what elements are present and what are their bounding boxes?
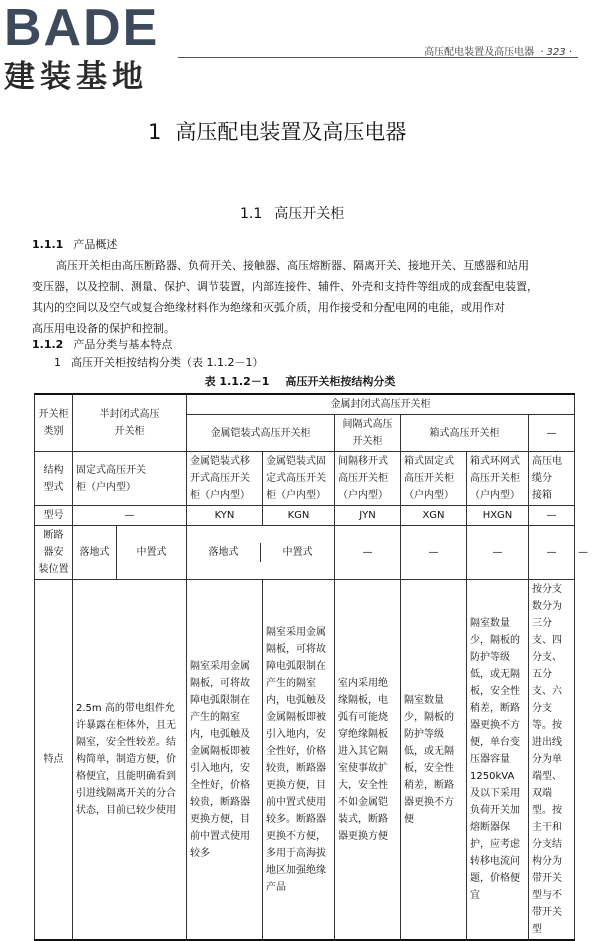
section-title (240, 203, 344, 223)
table-header-row-1 (35, 394, 575, 415)
corner-label: 开关柜 (38, 409, 69, 420)
chapter-number: 1 (148, 120, 162, 144)
table-cell: KGN (263, 506, 335, 526)
table-number: 表 1.1.2－1 (204, 375, 270, 388)
table-cell: 间隔移开式 高压开关柜 （户内型） (335, 452, 401, 506)
paragraph-line: 高压开关柜由高压断路器、负荷开关、接触器、高压熔断器、隔离开关、接地开关、互感器和站用 (56, 259, 529, 272)
table-cell: 隔室采用金属隔板，可将故障电弧限制在产生的隔室内，电弧触及金属隔板即被引入地内，安全性好，价格较贵，断路器更换方便，目前中置式使用较多 (187, 580, 263, 941)
table-cell: — (529, 526, 575, 580)
breaker-position-label-cell: 断路 器安 装位置 (35, 526, 73, 580)
table-cell (187, 526, 335, 580)
corner-label: 类别 (43, 426, 64, 437)
table-cell: JYN (335, 506, 401, 526)
table-cell: 隔室采用金属隔板，可将故障电弧限制在产生的隔室内，电弧触及金属隔板即被引入地内，安全性好，价格较贵，断路器更换方便，目前中置式使用较多。断路器更换不方便，多用于高海拔地区加强绝缘产品 (263, 580, 335, 941)
compartment-header-cell (335, 415, 401, 452)
section-title-text: 高压开关柜 (274, 206, 345, 222)
nested-breaker-table (187, 543, 334, 562)
table-cell: KYN (187, 506, 263, 526)
page-number: · 323 · (540, 47, 572, 58)
semi-enclosed-label: 半封闭式高压 (99, 409, 160, 420)
table-cell: 高压电缆分 接箱 (529, 452, 575, 506)
model-label-cell: 型号 (35, 506, 73, 526)
box-header-cell: 箱式高压开关柜 (401, 415, 529, 452)
table-cell: 落地式 (187, 543, 261, 562)
chapter-title-text: 高压配电装置及高压电器 (175, 120, 407, 144)
table-cell: 中置式 (117, 526, 187, 580)
table-cell: 金属铠装式移 开式高压开关 柜（户内型） (187, 452, 263, 506)
table-caption (0, 373, 600, 389)
table-caption-text: 高压开关柜按结构分类 (285, 375, 396, 388)
subsection-title: 产品分类与基本特点 (73, 338, 173, 351)
list-item-1 (54, 352, 263, 373)
logo-subtitle: 建装基地 (4, 59, 148, 95)
dash-header-cell: — (529, 415, 575, 452)
paragraph-line: 高压用电设备的保护和控制。 (32, 322, 175, 335)
table-cell: 金属铠装式固 定式高压开关 柜（户内型） (263, 452, 335, 506)
model-row (35, 506, 575, 526)
subsection-heading-1-1-1 (32, 234, 117, 255)
features-label-cell: 特点 (35, 580, 73, 941)
paragraph-line: 变压器，以及控制、测量、保护、调节装置，内部连接件、辅件、外壳和支持件等组成的成套配电装置， (32, 280, 538, 293)
compartment-label: 开关柜 (352, 436, 383, 447)
compartment-label: 间隔式高压 (342, 419, 393, 430)
bade-logo (4, 2, 159, 94)
classification-table (34, 393, 589, 941)
table-cell: 按分支数分为三分支、四分支、五分支、六分支等。按进出线分为单端型、双端型。按主干和分支结构分为带开关型与不带开关型 (529, 580, 575, 941)
item-text: 高压开关柜按结构分类（表 1.1.2－1） (71, 356, 264, 369)
features-row (35, 580, 575, 941)
section-number: 1.1 (240, 206, 263, 222)
table-cell: HXGN (467, 506, 529, 526)
header-rule (178, 57, 578, 58)
table-cell: 中置式 (282, 547, 313, 558)
structure-label: 结构 (43, 464, 64, 476)
paragraph-line: 其内的空间以及空气或复合绝缘材料作为绝缘和灭弧介质，用作接受和分配电网的电能，或用作对 (32, 301, 505, 314)
semi-enclosed-label: 开关柜 (114, 426, 145, 437)
subsection-number: 1.1.1 (32, 238, 64, 251)
table-cell: 隔室数量少，隔板的防护等级低，或无隔板，安全性稍差，断路器更换不方便，单台变压器容量 1250kVA 及以下采用负荷开关加熔断器保护，应考虑转移电流问题，价格便宜 (467, 580, 529, 941)
table-cell: — (73, 506, 187, 526)
table-cell: 箱式环网式 高压开关柜 （户内型） (467, 452, 529, 506)
logo-wordmark: BADE (4, 0, 160, 57)
table-cell: — (529, 506, 575, 526)
table-cell: — (467, 526, 529, 580)
table-cell: 隔室数量少，隔板的防护等级低，或无隔板，安全性稍差，断路器更换不方便 (401, 580, 467, 941)
table-cell: 固定式高压开关 柜（户内型） (73, 452, 187, 506)
breaker-position-row: 断路 器安 装位置 落地式 中置式 落地式 中置式 — — — — — (35, 526, 575, 580)
subsection-number: 1.1.2 (32, 338, 64, 351)
armored-header-cell: 金属铠装式高压开关柜 (187, 415, 335, 452)
structure-label: 型式 (43, 481, 64, 493)
table-cell: 2.5m 高的带电组件允许暴露在柜体外，且无隔室，安全性较差。结构简单，制造方便，价格便宜，且能明确看到引进线隔离开关的分合状态，目前已较少使用 (73, 580, 187, 941)
table-cell: XGN (401, 506, 467, 526)
item-number: 1 (54, 356, 61, 369)
structure-label-cell (35, 452, 73, 506)
chapter-title (148, 116, 406, 146)
table-cell: — (335, 526, 401, 580)
semi-enclosed-header-cell (73, 394, 187, 452)
metal-enclosed-header-cell: 金属封闭式高压开关柜 (187, 394, 575, 415)
table-cell: — (401, 526, 467, 580)
structure-row (35, 452, 575, 506)
table-cell: 落地式 (73, 526, 117, 580)
subsection-title: 产品概述 (73, 238, 118, 251)
table-cell: 箱式固定式 高压开关柜 （户内型） (401, 452, 467, 506)
corner-header-cell (35, 394, 73, 452)
table-cell: 室内采用绝缘隔板，电弧有可能烧穿绝缘隔板进入其它隔室使事故扩大，安全性不如金属铠装式，断路器更换方便 (335, 580, 401, 941)
running-head-title: 高压配电装置及高压电器 (424, 47, 535, 58)
running-head (424, 43, 572, 58)
